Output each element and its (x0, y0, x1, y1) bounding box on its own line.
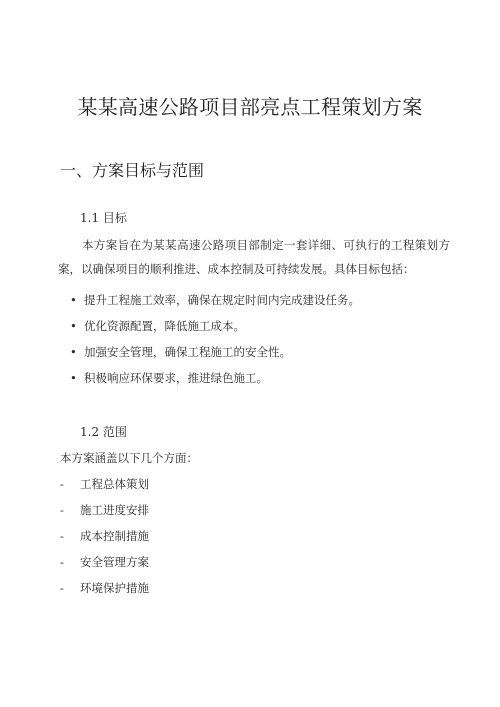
goal-item-text: 加强安全管理，确保工程施工的安全性。 (84, 345, 291, 359)
goal-list-item (70, 344, 291, 360)
scope-list-item (60, 502, 149, 518)
dash-marker: - (60, 529, 64, 543)
scope-list-item (60, 554, 149, 570)
goal-list-item (70, 318, 245, 334)
scope-item-text: 施工进度安排 (80, 503, 149, 517)
subheading-scope: 1.2 范围 (80, 425, 127, 439)
goal-item-text: 优化资源配置，降低施工成本。 (84, 319, 245, 333)
scope-item-text: 安全管理方案 (80, 555, 149, 569)
scope-list-item (60, 580, 149, 596)
bullet-marker: • (70, 293, 77, 307)
dash-marker: - (60, 555, 64, 569)
bullet-marker: • (70, 345, 77, 359)
scope-list-item (60, 476, 149, 492)
scope-list-item (60, 528, 149, 544)
section-heading-goals-scope: 一、方案目标与范围 (60, 161, 205, 180)
goal-item-text: 提升工程施工效率，确保在规定时间内完成建设任务。 (84, 293, 360, 307)
document-title: 某某高速公路项目部亮点工程策划方案 (77, 95, 423, 119)
scope-item-text: 环境保护措施 (80, 581, 149, 595)
dash-marker: - (60, 503, 64, 517)
subheading-goal: 1.1 目标 (80, 211, 127, 225)
goal-list-item (70, 292, 360, 308)
dash-marker: - (60, 477, 64, 491)
bullet-marker: • (70, 319, 77, 333)
scope-item-text: 工程总体策划 (80, 477, 149, 491)
scope-item-text: 成本控制措施 (80, 529, 149, 543)
dash-marker: - (60, 581, 64, 595)
scope-intro-text: 本方案涵盖以下几个方面： (60, 451, 198, 465)
bullet-marker: • (70, 371, 77, 385)
goal-item-text: 积极响应环保要求，推进绿色施工。 (84, 371, 268, 385)
goal-intro-paragraph: 本方案旨在为某某高速公路项目部制定一套详细、可执行的工程策划方案，以确保项目的顺利推进、成本控制及可持续发展。具体目标包括： (58, 238, 450, 276)
goal-list-item (70, 370, 268, 386)
